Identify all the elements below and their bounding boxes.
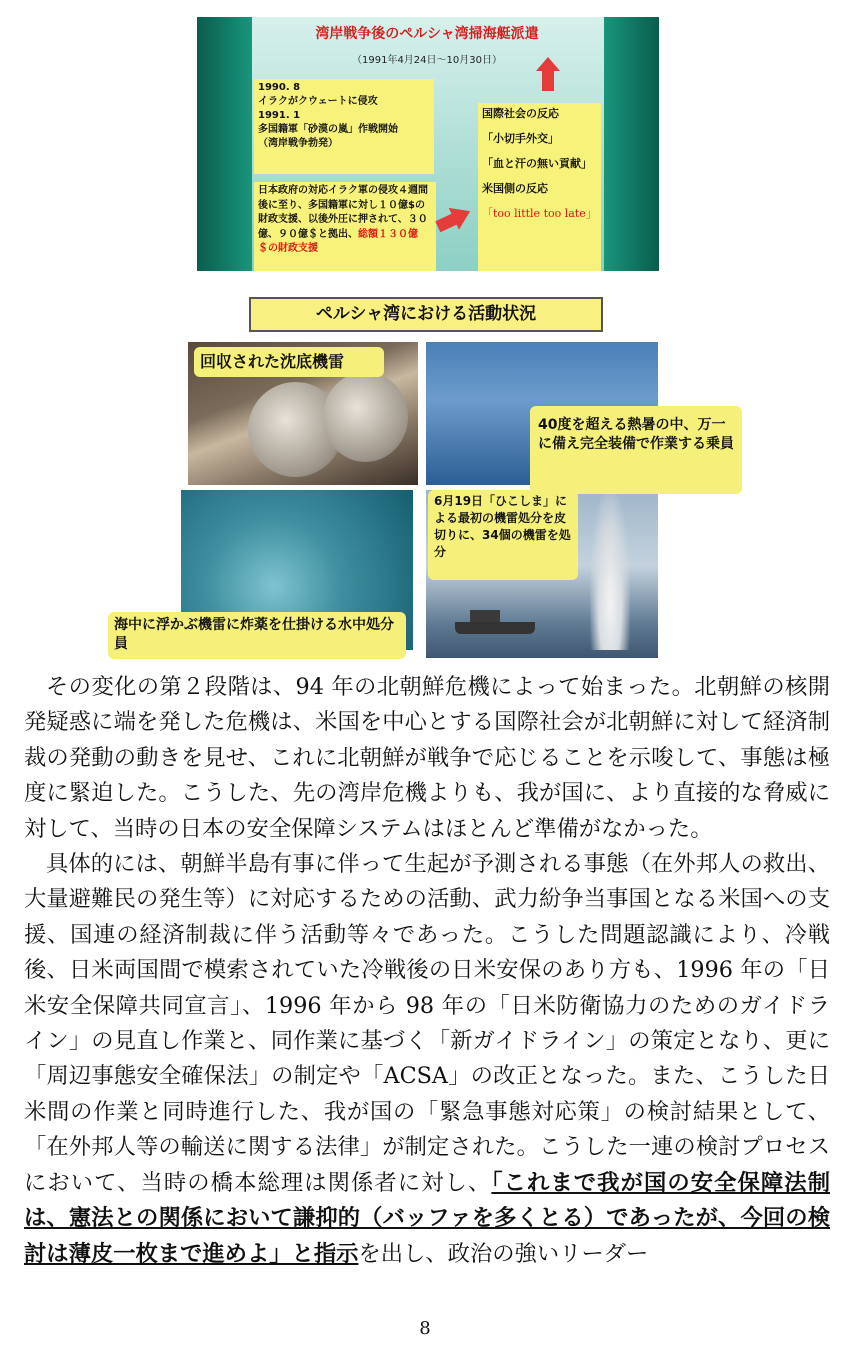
page-number: 8 [419, 1318, 431, 1339]
caption-underwater-diver: 海中に浮かぶ機雷に炸薬を仕掛ける水中処分員 [108, 612, 406, 659]
caption-crew-gear: 40度を超える熱暑の中、万一に備え完全装備で作業する乗員 [530, 406, 742, 494]
gulf-war-slide [197, 17, 659, 271]
reaction-box: 国際社会の反応 「小切手外交」 「血と汗の無い貢献」 米国側の反応 「too little too late」 [478, 103, 601, 271]
paragraph-1: その変化の第２段階は、94 年の北朝鮮危機によって始まった。北朝鮮の核開発疑惑に端を発した危機は、米国を中心とする国際社会が北朝鮮に対して経済制裁の発動の動きを見せ、これに北朝鮮が戦争で応じることを示唆して、事態は極度に緊迫した。こうした、先の湾岸危機よりも、我が国に、より直接的な脅威に対して、当時の日本の安全保障システムはほとんど準備がなかった。 [24, 674, 830, 842]
japan-response-box: 日本政府の対応イラク軍の侵攻４週間後に至り、多国籍軍に対し１０億$の財政支援、以後外圧に押されて、３０億、９０億＄と拠出、総額１３０億＄の財政支援 [254, 182, 436, 271]
caption-mine-disposal: 6月19日「ひこしま」による最初の機雷処分を皮切りに、34個の機雷を処分 [428, 490, 578, 580]
underlined-quote: 「これまで我が国の安全保障法制は、憲法との関係において謙抑的（バッファを多くとる）であったが、今回の検討は薄皮一枚まで進めよ」と指示 [24, 1169, 830, 1267]
activity-title: ペルシャ湾における活動状況 [249, 297, 603, 332]
slide-date: （1991年4月24日～10月30日） [352, 55, 502, 66]
history-box: 1990. 8 イラクがクウェートに侵攻 1991. 1 多国籍軍「砂漠の嵐」作戦開始 （湾岸戦争勃発） [254, 79, 434, 174]
up-arrow-icon [536, 57, 560, 71]
caption-recovered-mines: 回収された沈底機雷 [194, 347, 384, 377]
slide-title: 湾岸戦争後のペルシャ湾掃海艇派遣 [315, 26, 539, 42]
body-text [24, 670, 830, 1272]
paragraph-2: 具体的には、朝鮮半島有事に伴って生起が予測される事態（在外邦人の救出、大量避難民の発生等）に対応するための活動、武力紛争当事国となる米国への支援、国連の経済制裁に伴う活動等々であった。こうした問題認識により、冷戦後、日米両国間で模索されていた冷戦後の日米安保のあり方も、1996 年の「日米安全保障共同宣言」、1996 年から 98 年の「日米防衛協力のためのガイドライン」の見直し作業と、同作業に基づく「新ガイドライン」の策定となり、更に「周辺事態安全確保法」の制定や「ACSA」の改正となった。また、こうした日米間の作業と同時進行した、我が国の「緊急事態対応策」の検討結果として、「在外邦人等の輸送に関する法律」が制定された。こうした一連の検討プロセスにおいて、当時の橋本総理は関係者に対し、「これまで我が国の安全保障法制は、憲法との関係において謙抑的（バッファを多くとる）であったが、今回の検討は薄皮一枚まで進めよ」と指示を出し、政治の強いリーダー [24, 851, 830, 1267]
